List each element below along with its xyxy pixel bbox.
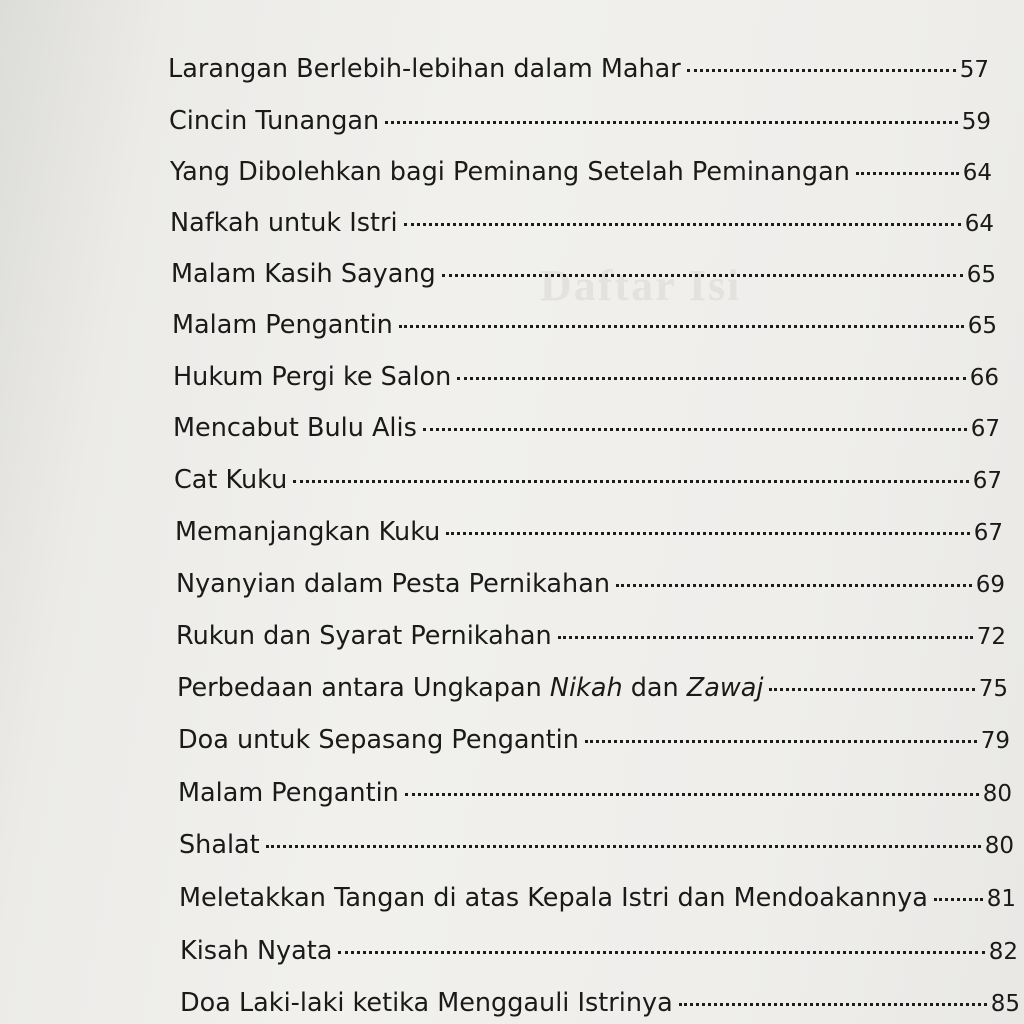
toc-entry-title: Mencabut Bulu Alis — [173, 413, 417, 443]
toc-entry-page: 79 — [980, 728, 1010, 754]
toc-entry-page: 69 — [975, 572, 1005, 598]
dot-leader — [442, 274, 963, 277]
dot-leader — [405, 793, 979, 796]
dot-leader — [446, 532, 969, 535]
dot-leader — [404, 223, 961, 226]
toc-entry-page: 65 — [967, 313, 997, 339]
toc-entry-title — [177, 673, 763, 703]
toc-entry — [170, 208, 994, 238]
toc-entry-title: Kisah Nyata — [180, 936, 333, 966]
dot-leader — [385, 121, 958, 124]
toc-entry-page: 64 — [964, 211, 994, 237]
toc-entry-page: 75 — [978, 676, 1008, 702]
toc-entry-page: 67 — [972, 468, 1002, 494]
toc-entry-title: Doa Laki-laki ketika Menggauli Istrinya — [180, 988, 673, 1018]
toc-entry — [171, 259, 996, 289]
toc-entry — [180, 936, 1018, 966]
title-part-italic: Zawaj — [686, 673, 764, 703]
toc-entry-title: Memanjangkan Kuku — [175, 517, 441, 547]
dot-leader — [856, 172, 959, 175]
toc-entry-title: Yang Dibolehkan bagi Peminang Setelah Peminangan — [170, 157, 850, 187]
dot-leader — [338, 951, 984, 954]
toc-entry-title: Malam Pengantin — [178, 778, 399, 808]
toc-entry-page: 85 — [990, 991, 1020, 1017]
toc-entry-page: 72 — [976, 624, 1006, 650]
dot-leader — [934, 898, 983, 901]
toc-entry-page: 67 — [970, 416, 1000, 442]
toc-entry-page: 82 — [988, 939, 1018, 965]
toc-entry-page: 80 — [984, 833, 1014, 859]
toc-entry — [177, 673, 1008, 703]
ghost-heading-bleed-through: Daftar Isi — [540, 261, 742, 310]
toc-entry-page: 67 — [973, 520, 1003, 546]
dot-leader — [769, 688, 974, 691]
toc-entry-title: Nafkah untuk Istri — [170, 208, 398, 238]
toc-entry — [172, 310, 997, 340]
dot-leader — [585, 740, 977, 743]
toc-entry-page: 57 — [959, 57, 989, 83]
toc-entry — [176, 569, 1005, 599]
toc-entry-title: Malam Kasih Sayang — [171, 259, 436, 289]
toc-entry-title: Hukum Pergi ke Salon — [173, 362, 452, 392]
toc-entry — [169, 106, 991, 136]
dot-leader — [423, 428, 967, 431]
dot-leader — [687, 69, 956, 72]
dot-leader — [293, 480, 968, 483]
toc-entry-title: Cincin Tunangan — [169, 106, 380, 136]
title-part: Perbedaan antara Ungkapan — [177, 673, 550, 703]
toc-entry — [179, 883, 1016, 913]
toc-entry-title: Shalat — [179, 830, 260, 860]
toc-entry — [178, 778, 1012, 808]
toc-entry-page: 80 — [982, 781, 1012, 807]
toc-entry-title: Malam Pengantin — [172, 310, 393, 340]
toc-entry-title: Meletakkan Tangan di atas Kepala Istri dan Mendoakannya — [179, 883, 928, 913]
toc-entry — [176, 621, 1006, 651]
toc-entry-title: Rukun dan Syarat Pernikahan — [176, 621, 552, 651]
toc-entry — [174, 465, 1002, 495]
toc-entry — [173, 362, 999, 392]
dot-leader — [616, 584, 972, 587]
toc-entry — [173, 413, 1000, 443]
toc-entry-page: 65 — [966, 262, 996, 288]
title-part: dan — [622, 673, 687, 703]
dot-leader — [399, 325, 964, 328]
toc-entry — [179, 830, 1014, 860]
toc-entry-title: Nyanyian dalam Pesta Pernikahan — [176, 569, 610, 599]
toc-entry-page: 59 — [961, 109, 991, 135]
toc-entry-page: 64 — [962, 160, 992, 186]
toc-entry-page: 81 — [986, 886, 1016, 912]
dot-leader — [558, 636, 973, 639]
toc-entry — [178, 725, 1010, 755]
toc-entry — [168, 54, 989, 84]
toc-entry — [170, 157, 992, 187]
toc-entry-page: 66 — [969, 365, 999, 391]
toc-entry-title: Doa untuk Sepasang Pengantin — [178, 725, 579, 755]
toc-entry-title: Larangan Berlebih-lebihan dalam Mahar — [168, 54, 681, 84]
dot-leader — [679, 1003, 987, 1006]
toc-entry-title: Cat Kuku — [174, 465, 288, 495]
dot-leader — [457, 377, 965, 380]
title-part-italic: Nikah — [549, 673, 623, 703]
toc-entry — [180, 988, 1020, 1018]
dot-leader — [266, 845, 981, 848]
toc-entry — [175, 517, 1003, 547]
